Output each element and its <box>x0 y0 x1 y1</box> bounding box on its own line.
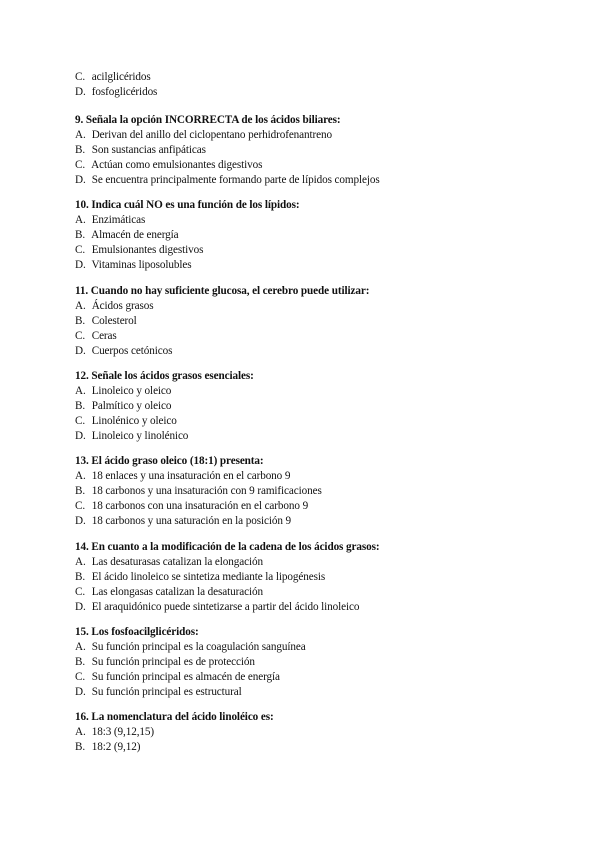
option-text: Emulsionantes digestivos <box>91 244 204 257</box>
option-text: acilglicéridos <box>91 71 151 83</box>
option-b <box>75 740 555 755</box>
option-d <box>75 258 555 273</box>
option-letter: C. <box>75 330 86 343</box>
option-c <box>75 499 555 514</box>
question-15 <box>75 624 555 700</box>
option-text: 18:2 (9,12) <box>91 741 141 754</box>
option-letter: D. <box>75 515 86 528</box>
option-d <box>75 429 555 444</box>
option-letter: C. <box>75 500 86 513</box>
question-title: 14. En cuanto a la modificación de la cadena de los ácidos grasos: <box>75 541 380 553</box>
option-text: Almacén de energía <box>91 229 179 242</box>
option-text: El ácido linoleico se sintetiza mediante la lipogénesis <box>91 571 326 584</box>
option-d <box>75 85 157 100</box>
option-letter: D. <box>75 259 86 272</box>
option-c <box>75 585 555 600</box>
question-10 <box>75 197 555 273</box>
question-title: 15. Los fosfoacilglicéridos: <box>75 626 199 638</box>
option-text: Vitaminas liposolubles <box>91 259 192 272</box>
option-b <box>75 399 555 414</box>
option-letter: B. <box>75 400 86 413</box>
question-12 <box>75 368 555 444</box>
option-a <box>75 299 555 314</box>
option-letter: D. <box>75 686 86 699</box>
question-13 <box>75 453 555 529</box>
option-a <box>75 213 555 228</box>
option-letter: B. <box>75 485 86 498</box>
option-letter: B. <box>75 741 86 754</box>
option-b <box>75 484 555 499</box>
question-11 <box>75 283 555 359</box>
option-letter: C. <box>75 159 86 172</box>
option-a <box>75 555 555 570</box>
option-text: 18 carbonos con una insaturación en el carbono 9 <box>91 500 309 513</box>
option-letter: D. <box>75 601 86 614</box>
option-letter: A. <box>75 300 86 312</box>
option-letter: A. <box>75 726 86 738</box>
option-text: Las desaturasas catalizan la elongación <box>91 556 263 568</box>
option-letter: B. <box>75 144 86 157</box>
option-letter: A. <box>75 641 86 653</box>
option-letter: A. <box>75 385 86 397</box>
option-text: Actúan como emulsionantes digestivos <box>91 159 263 172</box>
question-title: 13. El ácido graso oleico (18:1) presenta: <box>75 455 264 467</box>
option-text: Derivan del anillo del ciclopentano perhidrofenantreno <box>91 129 333 141</box>
option-b <box>75 570 555 585</box>
option-letter: A. <box>75 214 86 226</box>
option-letter: A. <box>75 470 86 482</box>
option-text: Cuerpos cetónicos <box>91 345 173 358</box>
option-text: Colesterol <box>91 315 137 328</box>
option-text: Enzimáticas <box>91 214 146 226</box>
option-letter: B. <box>75 229 86 242</box>
option-text: Linoleico y oleico <box>91 385 172 397</box>
option-b <box>75 314 555 329</box>
option-text: Linolénico y oleico <box>91 415 177 428</box>
option-letter: B. <box>75 656 86 669</box>
option-text: Se encuentra principalmente formando parte de lípidos complejos <box>91 174 380 187</box>
question-16 <box>75 709 555 755</box>
option-d <box>75 514 555 529</box>
option-b <box>75 228 555 243</box>
option-d <box>75 600 555 615</box>
option-b <box>75 655 555 670</box>
option-text: Las elongasas catalizan la desaturación <box>91 586 263 599</box>
option-text: Su función principal es estructural <box>91 686 242 699</box>
option-c <box>75 670 555 685</box>
option-a <box>75 640 555 655</box>
option-letter: B. <box>75 315 86 328</box>
question-9 <box>75 112 555 188</box>
option-text: El araquidónico puede sintetizarse a partir del ácido linoleico <box>91 601 360 614</box>
option-a <box>75 128 555 143</box>
option-text: Su función principal es de protección <box>91 656 255 669</box>
question-title: 16. La nomenclatura del ácido linoléico es: <box>75 711 274 723</box>
option-text: Linoleico y linolénico <box>91 430 189 443</box>
option-c <box>75 329 555 344</box>
option-a <box>75 725 555 740</box>
option-letter: D. <box>75 430 86 443</box>
option-text: Ceras <box>91 330 117 343</box>
option-a <box>75 384 555 399</box>
option-text: Ácidos grasos <box>91 300 154 312</box>
option-letter: D. <box>75 86 86 99</box>
option-b <box>75 143 555 158</box>
option-letter: D. <box>75 174 86 187</box>
option-letter: A. <box>75 556 86 568</box>
option-text: 18 carbonos y una insaturación con 9 ramificaciones <box>91 485 322 498</box>
option-d <box>75 173 555 188</box>
option-letter: B. <box>75 571 86 584</box>
option-letter: C. <box>75 415 86 428</box>
option-c <box>75 243 555 258</box>
option-text: 18 enlaces y una insaturación en el carbono 9 <box>91 470 291 482</box>
option-a <box>75 469 555 484</box>
option-letter: A. <box>75 129 86 141</box>
question-title: 12. Señale los ácidos grasos esenciales: <box>75 370 254 382</box>
option-letter: C. <box>75 671 86 684</box>
option-text: Su función principal es almacén de energía <box>91 671 280 684</box>
question-title: 11. Cuando no hay suficiente glucosa, el cerebro puede utilizar: <box>75 285 370 297</box>
option-text: 18:3 (9,12,15) <box>91 726 155 738</box>
option-letter: C. <box>75 71 86 83</box>
option-text: 18 carbonos y una saturación en la posición 9 <box>91 515 292 528</box>
option-d <box>75 344 555 359</box>
option-text: Son sustancias anfipáticas <box>91 144 206 157</box>
option-text: Palmítico y oleico <box>91 400 172 413</box>
option-letter: C. <box>75 244 86 257</box>
option-d <box>75 685 555 700</box>
option-c <box>75 414 555 429</box>
option-c <box>75 70 157 85</box>
question-title: 9. Señala la opción INCORRECTA de los ácidos biliares: <box>75 114 341 126</box>
option-letter: C. <box>75 586 86 599</box>
question-title: 10. Indica cuál NO es una función de los lípidos: <box>75 199 300 211</box>
option-text: fosfoglicéridos <box>91 86 158 99</box>
carryover-options <box>75 70 157 100</box>
option-c <box>75 158 555 173</box>
question-14 <box>75 539 555 615</box>
option-letter: D. <box>75 345 86 358</box>
option-text: Su función principal es la coagulación sanguínea <box>91 641 306 653</box>
